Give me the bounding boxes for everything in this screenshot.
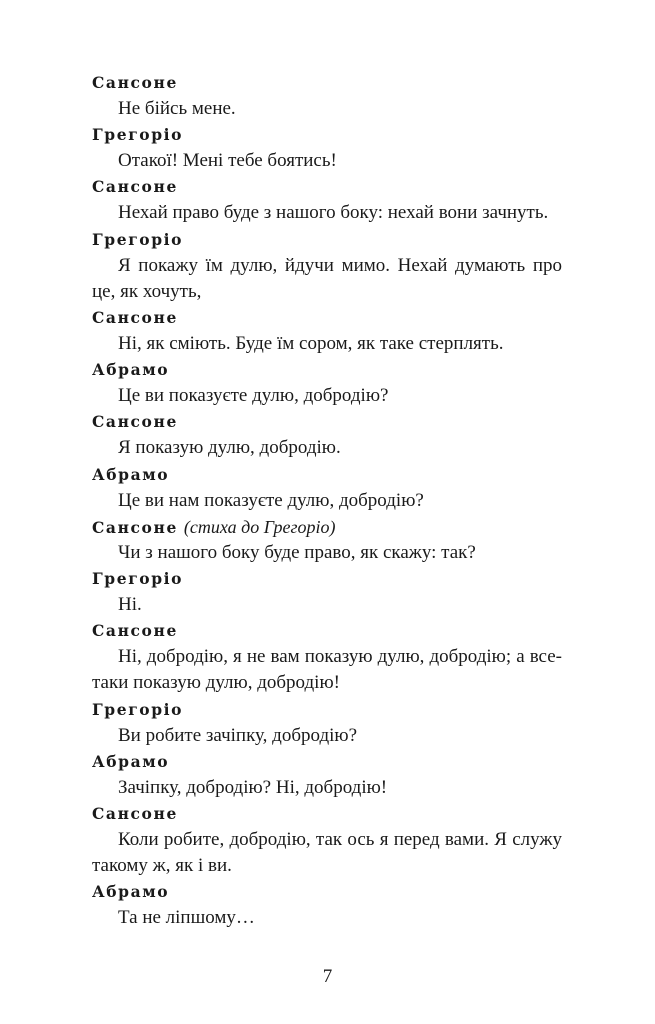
speaker-name: Сансоне bbox=[92, 73, 178, 92]
dialogue-entry bbox=[92, 70, 562, 122]
speaker-name: Сансоне bbox=[92, 308, 178, 328]
speech-line: Ви робите зачіпку, добродію? bbox=[118, 724, 358, 746]
dialogue-entry bbox=[92, 879, 562, 931]
dialogue-entry bbox=[92, 697, 562, 749]
dialogue-entry bbox=[92, 305, 562, 357]
play-text bbox=[92, 70, 562, 932]
speaker-name: Грегоріо bbox=[92, 229, 184, 249]
speaker-name: Сансоне bbox=[92, 177, 178, 197]
speaker-name: Абрамо bbox=[92, 751, 170, 771]
speech-line: Це ви нам показуєте дулю, добродію? bbox=[118, 489, 424, 511]
speech-line: Отакої! Мені тебе боятись! bbox=[118, 150, 337, 172]
dialogue-entry bbox=[92, 227, 562, 305]
speaker-name-text: Сансоне bbox=[92, 517, 178, 537]
speaker-name: Сансоне bbox=[92, 412, 178, 432]
dialogue-entry bbox=[92, 409, 562, 461]
speech-line: Коли робите, добродію, так ось я перед вами. Я служу такому ж, як і ви. bbox=[92, 829, 562, 877]
speaker-name: Сансоне bbox=[92, 621, 178, 641]
dialogue-entry bbox=[92, 566, 562, 618]
page-number: 7 bbox=[322, 966, 333, 987]
speech-line: Зачіпку, добродію? Ні, добродію! bbox=[118, 776, 388, 798]
speaker-name: Грегоріо bbox=[92, 569, 184, 589]
speech-line: Ні. bbox=[118, 594, 142, 616]
dialogue-entry bbox=[92, 122, 562, 174]
dialogue-entry bbox=[92, 462, 562, 514]
speech-line: Ні, як сміють. Буде їм сором, як таке стерплять. bbox=[118, 333, 504, 355]
speaker-name: Абрамо bbox=[92, 882, 170, 902]
speaker-name: Сансоне bbox=[92, 804, 178, 824]
speaker-name: Абрамо bbox=[92, 360, 170, 380]
speaker-name bbox=[92, 514, 562, 540]
speaker-name: Грегоріо bbox=[92, 125, 184, 145]
speech-line: Я покажу їм дулю, йдучи мимо. Нехай думають про це, як хочуть, bbox=[92, 254, 562, 302]
speech-line: Це ви показуєте дулю, добродію? bbox=[118, 385, 389, 407]
speech-line: Не бійсь мене. bbox=[118, 98, 236, 119]
dialogue-entry bbox=[92, 174, 562, 226]
dialogue-entry bbox=[92, 801, 562, 879]
dialogue-entry bbox=[92, 514, 562, 566]
speech-line: Ні, добродію, я не вам показую дулю, добродію; а все-таки показую дулю, добродію! bbox=[92, 646, 562, 694]
speech-line: Та не ліпшому… bbox=[118, 907, 255, 929]
speech-line: Я показую дулю, добродію. bbox=[118, 437, 341, 459]
dialogue-entry bbox=[92, 749, 562, 801]
speaker-name: Абрамо bbox=[92, 464, 170, 484]
speaker-name: Грегоріо bbox=[92, 699, 184, 719]
speech-line: Чи з нашого боку буде право, як скажу: так? bbox=[118, 541, 476, 563]
speech-line: Нехай право буде з нашого боку: нехай вони зачнуть. bbox=[118, 202, 549, 224]
dialogue-entry bbox=[92, 618, 562, 696]
stage-direction: (стиха до Грегоріо) bbox=[183, 516, 336, 537]
dialogue-entry bbox=[92, 357, 562, 409]
